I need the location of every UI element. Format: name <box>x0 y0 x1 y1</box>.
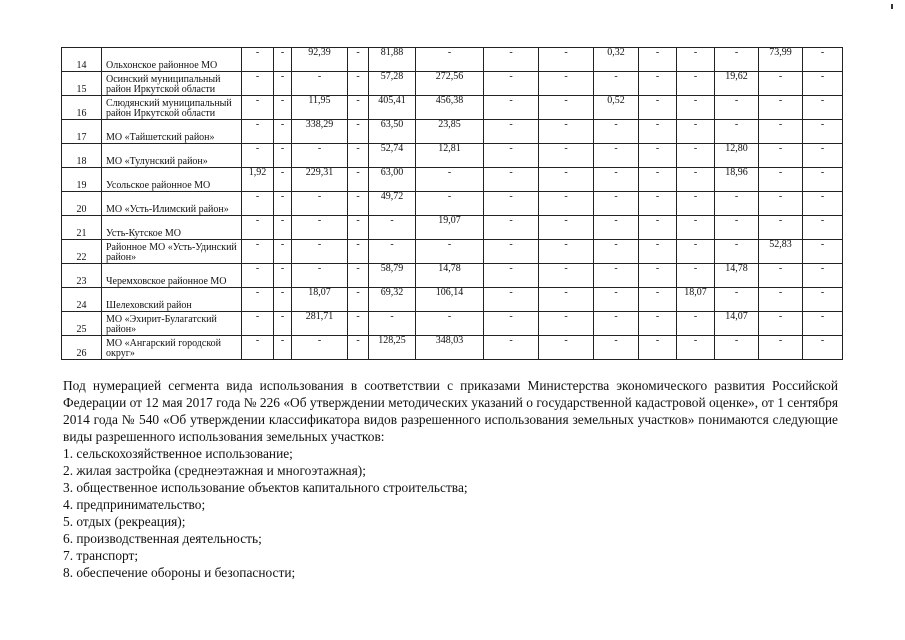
table-cell: 52,83 <box>759 240 803 264</box>
table-cell: - <box>274 168 292 192</box>
table-cell: - <box>677 168 715 192</box>
table-cell: - <box>484 216 539 240</box>
table-body <box>62 48 843 360</box>
table-cell: - <box>677 336 715 360</box>
table-cell: - <box>639 288 677 312</box>
land-use-table <box>61 47 843 360</box>
row-number: 24 <box>62 288 102 312</box>
table-cell: 58,79 <box>369 264 416 288</box>
table-cell: - <box>639 144 677 168</box>
table-cell: - <box>274 288 292 312</box>
row-number: 23 <box>62 264 102 288</box>
table-cell: - <box>369 240 416 264</box>
table-cell: 19,07 <box>416 216 484 240</box>
table-cell: - <box>242 216 274 240</box>
table-cell: 11,95 <box>292 96 348 120</box>
table-cell: - <box>803 336 843 360</box>
table-cell: - <box>594 264 639 288</box>
table-cell: - <box>594 288 639 312</box>
table-cell: 272,56 <box>416 72 484 96</box>
table-cell: - <box>539 120 594 144</box>
table-cell: - <box>274 264 292 288</box>
municipality-name: Черемховское районное МО <box>102 264 242 288</box>
table-cell: 338,29 <box>292 120 348 144</box>
table-cell: - <box>348 216 369 240</box>
table-cell: 18,07 <box>677 288 715 312</box>
table-cell: - <box>539 72 594 96</box>
table-cell: - <box>242 96 274 120</box>
table-row <box>62 72 843 96</box>
table-cell: - <box>348 48 369 72</box>
table-cell: - <box>484 288 539 312</box>
table-cell: - <box>484 240 539 264</box>
table-cell: 128,25 <box>369 336 416 360</box>
table-row <box>62 312 843 336</box>
list-item: 4. предпринимательство; <box>63 497 206 512</box>
table-cell: - <box>539 240 594 264</box>
table-cell: - <box>677 216 715 240</box>
table-cell: - <box>639 48 677 72</box>
table-cell: 18,07 <box>292 288 348 312</box>
table-cell: - <box>803 312 843 336</box>
table-cell: - <box>759 336 803 360</box>
table-cell: - <box>639 216 677 240</box>
list-item: 5. отдых (рекреация); <box>63 514 186 529</box>
row-number: 19 <box>62 168 102 192</box>
row-number: 25 <box>62 312 102 336</box>
row-number: 22 <box>62 240 102 264</box>
table-cell: - <box>348 264 369 288</box>
table-cell: 106,14 <box>416 288 484 312</box>
table-cell: - <box>416 192 484 216</box>
table-cell: - <box>803 48 843 72</box>
table-cell: - <box>292 144 348 168</box>
table-row <box>62 240 843 264</box>
table-cell: - <box>715 96 759 120</box>
table-cell: 92,39 <box>292 48 348 72</box>
table-cell: - <box>594 144 639 168</box>
table-cell: - <box>539 48 594 72</box>
table-cell: - <box>242 144 274 168</box>
table-cell: - <box>759 192 803 216</box>
table-cell: - <box>639 336 677 360</box>
table-cell: - <box>348 168 369 192</box>
table-cell: - <box>677 144 715 168</box>
municipality-name: Ольхонское районное МО <box>102 48 242 72</box>
table-cell: - <box>677 264 715 288</box>
table-cell: - <box>539 168 594 192</box>
table-cell: - <box>292 264 348 288</box>
table-cell: - <box>539 216 594 240</box>
table-cell: - <box>416 312 484 336</box>
table-cell: - <box>369 216 416 240</box>
notes-section <box>63 377 838 581</box>
table-cell: - <box>639 312 677 336</box>
table-cell: - <box>803 120 843 144</box>
row-number: 17 <box>62 120 102 144</box>
row-number: 20 <box>62 192 102 216</box>
table-cell: - <box>274 312 292 336</box>
table-cell: - <box>348 336 369 360</box>
table-cell: - <box>242 72 274 96</box>
table-cell: - <box>369 312 416 336</box>
table-cell: - <box>677 48 715 72</box>
table-cell: - <box>677 96 715 120</box>
table-cell: - <box>348 96 369 120</box>
table-cell: - <box>348 72 369 96</box>
row-number: 21 <box>62 216 102 240</box>
table-cell: - <box>416 240 484 264</box>
usage-types-list <box>63 445 838 581</box>
table-cell: - <box>274 96 292 120</box>
list-item: 2. жилая застройка (среднеэтажная и многоэтажная); <box>63 463 366 478</box>
table-cell: - <box>639 72 677 96</box>
table-cell: - <box>274 48 292 72</box>
table-cell: - <box>274 72 292 96</box>
table-cell: - <box>639 192 677 216</box>
list-item: 3. общественное использование объектов капитального строительства; <box>63 480 468 495</box>
table-cell: - <box>292 192 348 216</box>
table-cell: - <box>639 96 677 120</box>
table-cell: - <box>484 312 539 336</box>
table-cell: - <box>242 240 274 264</box>
scan-mark <box>891 4 893 9</box>
municipality-name: МО «Тулунский район» <box>102 144 242 168</box>
table-cell: 52,74 <box>369 144 416 168</box>
table-cell: - <box>539 192 594 216</box>
notes-paragraph: Под нумерацией сегмента вида использования в соответствии с приказами Министерства экономического развития Российской Федерации от 12 мая 2017 года № 226 «Об утверждении методических указаний о государственной кадастровой оценке», от 1 сентября 2014 года № 540 «Об утверждении классификатора видов разрешенного использования земельных участков» понимаются следующие виды разрешенного использования земельных участков: <box>63 378 838 444</box>
row-number: 14 <box>62 48 102 72</box>
table-cell: 23,85 <box>416 120 484 144</box>
table-cell: - <box>274 120 292 144</box>
table-cell: - <box>677 192 715 216</box>
municipality-name: МО «Ангарский городской округ» <box>102 336 242 360</box>
table-cell: - <box>594 312 639 336</box>
list-item: 1. сельскохозяйственное использование; <box>63 446 293 461</box>
table-cell: - <box>292 240 348 264</box>
table-cell: 14,78 <box>416 264 484 288</box>
table-cell: 348,03 <box>416 336 484 360</box>
table-cell: - <box>274 144 292 168</box>
table-cell: - <box>715 120 759 144</box>
table-cell: - <box>759 96 803 120</box>
table-cell: 12,81 <box>416 144 484 168</box>
table-cell: - <box>759 144 803 168</box>
table-cell: - <box>539 144 594 168</box>
table-cell: - <box>348 288 369 312</box>
table-cell: 63,50 <box>369 120 416 144</box>
table-cell: - <box>484 192 539 216</box>
table-cell: - <box>715 192 759 216</box>
table-cell: - <box>803 216 843 240</box>
table-cell: - <box>242 48 274 72</box>
table-row <box>62 96 843 120</box>
table-cell: - <box>759 216 803 240</box>
table-cell: - <box>639 120 677 144</box>
table-row <box>62 288 843 312</box>
table-cell: - <box>594 120 639 144</box>
table-cell: - <box>715 336 759 360</box>
table-cell: 0,32 <box>594 48 639 72</box>
table-cell: 229,31 <box>292 168 348 192</box>
table-cell: - <box>484 336 539 360</box>
table-cell: - <box>715 240 759 264</box>
table-cell: - <box>639 240 677 264</box>
table-cell: - <box>803 72 843 96</box>
table-cell: 12,80 <box>715 144 759 168</box>
table-cell: - <box>484 72 539 96</box>
table-cell: 73,99 <box>759 48 803 72</box>
table-cell: - <box>242 336 274 360</box>
row-number: 15 <box>62 72 102 96</box>
list-item: 8. обеспечение обороны и безопасности; <box>63 565 296 580</box>
table-row <box>62 120 843 144</box>
table-cell: - <box>348 144 369 168</box>
table-cell: 69,32 <box>369 288 416 312</box>
table-cell: - <box>759 120 803 144</box>
table-cell: - <box>484 120 539 144</box>
table-row <box>62 216 843 240</box>
table-cell: - <box>715 216 759 240</box>
table-cell: - <box>274 216 292 240</box>
table-cell: - <box>539 312 594 336</box>
table-cell: 49,72 <box>369 192 416 216</box>
row-number: 18 <box>62 144 102 168</box>
table-cell: - <box>242 288 274 312</box>
table-cell: - <box>715 288 759 312</box>
municipality-name: Усольское районное МО <box>102 168 242 192</box>
table-row <box>62 264 843 288</box>
municipality-name: Усть-Кутское МО <box>102 216 242 240</box>
table-cell: - <box>803 288 843 312</box>
table-cell: - <box>594 72 639 96</box>
table-cell: - <box>242 120 274 144</box>
table-row <box>62 192 843 216</box>
table-cell: - <box>803 168 843 192</box>
table-cell: - <box>539 264 594 288</box>
list-item: 6. производственная деятельность; <box>63 531 262 546</box>
table-cell: 14,07 <box>715 312 759 336</box>
table-cell: - <box>803 192 843 216</box>
municipality-name: МО «Усть-Илимский район» <box>102 192 242 216</box>
table-cell: - <box>348 192 369 216</box>
table-cell: - <box>539 288 594 312</box>
table-cell: - <box>484 144 539 168</box>
table-cell: - <box>594 240 639 264</box>
table-cell: 19,62 <box>715 72 759 96</box>
table-row <box>62 144 843 168</box>
municipality-name: МО «Тайшетский район» <box>102 120 242 144</box>
table-cell: - <box>594 168 639 192</box>
table-cell: - <box>759 168 803 192</box>
list-item: 7. транспорт; <box>63 548 139 563</box>
table-cell: - <box>677 240 715 264</box>
table-cell: - <box>759 72 803 96</box>
table-cell: - <box>594 336 639 360</box>
table-cell: 14,78 <box>715 264 759 288</box>
table-cell: - <box>348 120 369 144</box>
municipality-name: МО «Эхирит-Булагатский район» <box>102 312 242 336</box>
table-cell: 81,88 <box>369 48 416 72</box>
table-cell: - <box>759 312 803 336</box>
table-cell: - <box>292 336 348 360</box>
municipality-name: Шелеховский район <box>102 288 242 312</box>
row-number: 26 <box>62 336 102 360</box>
table-cell: - <box>639 168 677 192</box>
table-cell: - <box>484 96 539 120</box>
table-cell: - <box>715 48 759 72</box>
table-cell: - <box>484 168 539 192</box>
table-cell: - <box>759 288 803 312</box>
table-cell: - <box>803 96 843 120</box>
table-cell: - <box>292 72 348 96</box>
table-cell: - <box>677 312 715 336</box>
table-row <box>62 336 843 360</box>
table-cell: - <box>348 312 369 336</box>
table-cell: - <box>803 144 843 168</box>
table-cell: 405,41 <box>369 96 416 120</box>
municipality-name: Осинский муниципальный район Иркутской области <box>102 72 242 96</box>
table-cell: - <box>416 48 484 72</box>
table-cell: - <box>484 264 539 288</box>
table-cell: 57,28 <box>369 72 416 96</box>
table-cell: - <box>242 192 274 216</box>
table-cell: - <box>677 72 715 96</box>
table-cell: 63,00 <box>369 168 416 192</box>
table-cell: - <box>242 312 274 336</box>
table-cell: - <box>539 96 594 120</box>
table-cell: - <box>803 240 843 264</box>
table-cell: - <box>274 192 292 216</box>
table-row <box>62 168 843 192</box>
table-cell: - <box>292 216 348 240</box>
table-cell: 0,52 <box>594 96 639 120</box>
table-cell: - <box>274 336 292 360</box>
table-cell: - <box>639 264 677 288</box>
table-cell: - <box>242 264 274 288</box>
row-number: 16 <box>62 96 102 120</box>
municipality-name: Слюдянский муниципальный район Иркутской области <box>102 96 242 120</box>
table-cell: - <box>803 264 843 288</box>
table-cell: - <box>348 240 369 264</box>
table-row <box>62 48 843 72</box>
table-cell: - <box>416 168 484 192</box>
table-cell: - <box>594 192 639 216</box>
table-cell: 281,71 <box>292 312 348 336</box>
table-cell: - <box>677 120 715 144</box>
table-cell: 1,92 <box>242 168 274 192</box>
table-cell: - <box>759 264 803 288</box>
table-cell: 18,96 <box>715 168 759 192</box>
table-cell: 456,38 <box>416 96 484 120</box>
table-cell: - <box>594 216 639 240</box>
municipality-name: Районное МО «Усть-Удинский район» <box>102 240 242 264</box>
table-cell: - <box>274 240 292 264</box>
table-cell: - <box>484 48 539 72</box>
table-cell: - <box>539 336 594 360</box>
